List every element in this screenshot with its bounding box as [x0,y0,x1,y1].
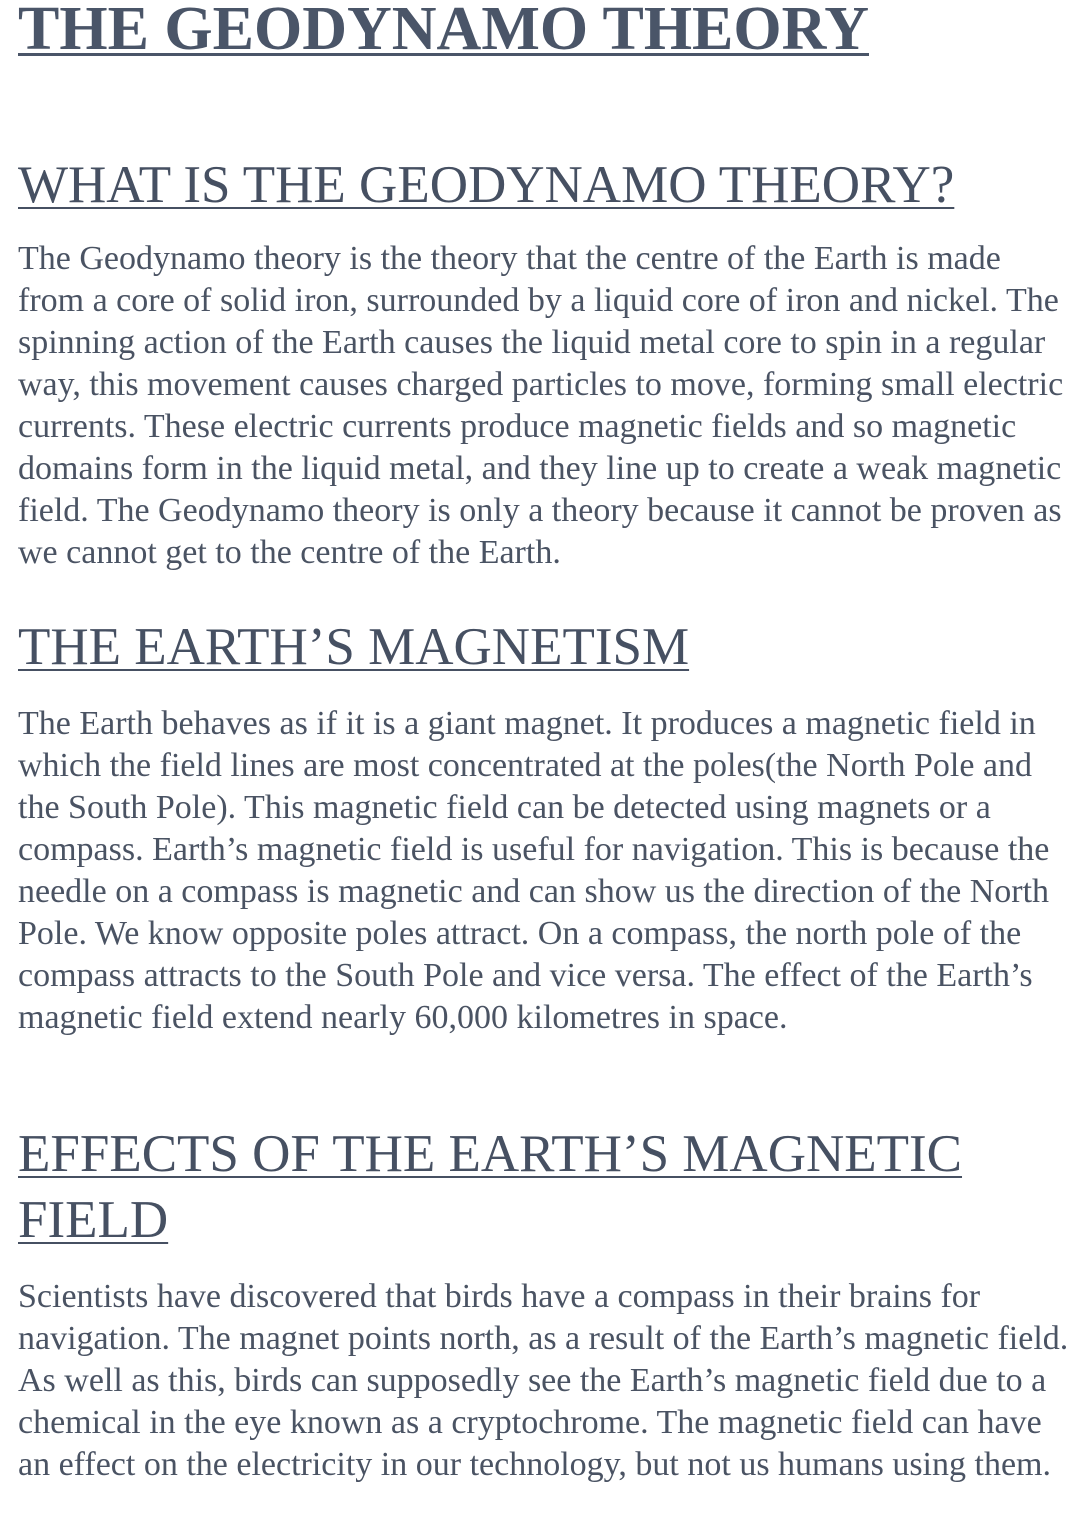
section-heading-effects: EFFECTS OF THE EARTH’S MAGNETIC FIELD [18,1125,963,1249]
section-heading-geodynamo: WHAT IS THE GEODYNAMO THEORY? [18,156,955,214]
section-body-magnetism: The Earth behaves as if it is a giant magnet. It produces a magnetic field in which the field lines are most concentrated at the poles(the North Pole and the South Pole). This magnetic field can be detected using magnets or a compass. Earth’s magnetic field is useful for navigation. This is because the needle on a compass is magnetic and can show us the direction of the North Pole. We know opposite poles attract. On a compass, the north pole of the compass attracts to the South Pole and vice versa. The effect of the Earth’s magnetic field extend nearly 60,000 kilometres in space. [18,705,1050,1036]
section-heading-magnetism: THE EARTH’S MAGNETISM [18,618,690,676]
section-body-effects: Scientists have discovered that birds have a compass in their brains for navigation. The magnet points north, as a result of the Earth’s magnetic field. As well as this, birds can supposedly see the Earth’s magnetic field due to a chemical in the eye known as a cryptochrome. The magnetic field can have an effect on the electricity in our technology, but not us humans using them. [18,1278,1069,1483]
section-body-geodynamo: The Geodynamo theory is the theory that the centre of the Earth is made from a core of solid iron, surrounded by a liquid core of iron and nickel. The spinning action of the Earth causes the liquid metal core to spin in a regular way, this movement causes charged particles to move, forming small electric currents. These electric currents produce magnetic fields and so magnetic domains form in the liquid metal, and they line up to create a weak magnetic field. The Geodynamo theory is only a theory because it cannot be proven as we cannot get to the centre of the Earth. [18,240,1064,571]
page-title: THE GEODYNAMO THEORY [18,0,869,63]
